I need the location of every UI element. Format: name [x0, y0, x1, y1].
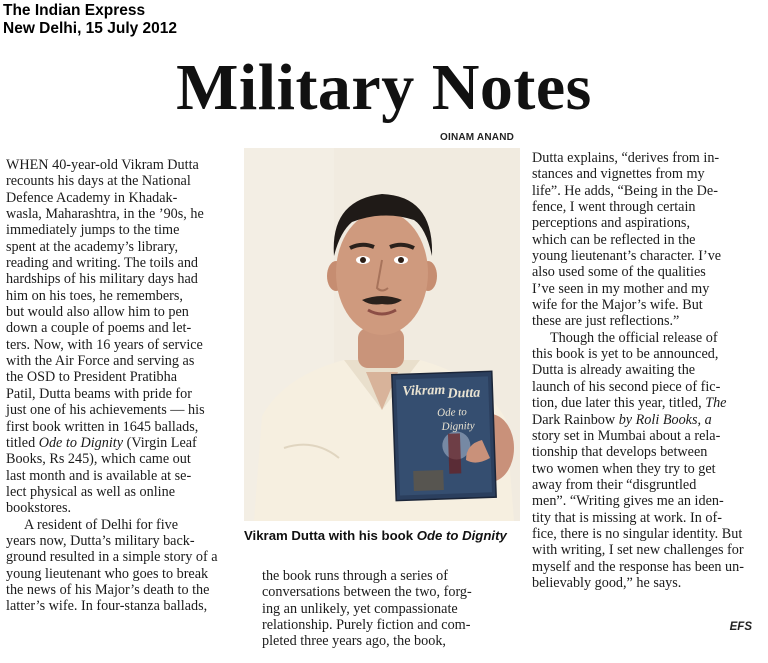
text-line — [532, 199, 764, 215]
text-line — [6, 451, 238, 467]
text-line — [532, 346, 764, 362]
text-line — [6, 353, 238, 369]
text-segment: pleted three years ago, the book, — [262, 633, 446, 650]
text-line — [6, 190, 238, 206]
text-segment: also used some of the qualities — [532, 264, 706, 281]
text-line — [6, 320, 238, 336]
text-segment: story set in Mumbai about a rela- — [532, 427, 721, 444]
text-line — [532, 510, 764, 526]
text-line — [532, 313, 764, 329]
text-line — [262, 568, 524, 584]
text-line — [532, 575, 764, 591]
text-segment: the book runs through a series of — [262, 568, 448, 584]
text-line — [6, 386, 238, 402]
text-line — [6, 173, 238, 189]
text-segment: launch of his second piece of fic- — [532, 378, 721, 395]
column-right — [532, 150, 764, 591]
text-line — [532, 542, 764, 558]
text-segment: with writing, I set new challenges for — [532, 542, 744, 559]
text-segment: hardships of his military days had — [6, 271, 198, 288]
text-segment: reading and writing. The toils and — [6, 255, 199, 272]
text-line — [6, 549, 238, 565]
text-segment: Defence Academy in Khadak- — [6, 189, 178, 206]
text-line — [532, 183, 764, 199]
text-line — [6, 288, 238, 304]
text-segment: immediately jumps to the time — [6, 222, 180, 239]
column-left — [6, 157, 238, 615]
text-segment: which can be reflected in the — [532, 231, 696, 248]
text-segment: ground resulted in a simple story of a — [6, 549, 218, 566]
text-line — [6, 533, 238, 549]
column-middle — [262, 568, 524, 650]
text-line — [532, 412, 764, 428]
text-segment: latter’s wife. In four-stanza ballads, — [6, 598, 208, 615]
text-segment: last month and is available at se- — [6, 467, 192, 484]
text-segment: Though the official release of — [550, 329, 718, 346]
dateline: New Delhi, 15 July 2012 — [3, 20, 178, 37]
text-line — [532, 166, 764, 182]
text-segment: conversations between the two, forg- — [262, 584, 472, 601]
text-segment: Patil, Dutta beams with pride for — [6, 385, 192, 402]
text-segment: fice, there is no singular identity. But — [532, 525, 743, 542]
text-line — [6, 271, 238, 287]
book-cover-author-last: Dutta — [447, 385, 481, 402]
text-segment: lect physical as well as online — [6, 483, 176, 500]
italic-title: by Roli Books, a — [615, 411, 712, 428]
text-segment: first book written in 1645 ballads, — [6, 418, 199, 435]
text-segment: this book is yet to be announced, — [532, 346, 719, 363]
text-line — [532, 395, 764, 411]
book-cover-title-line1: Ode to — [436, 406, 468, 420]
text-segment: (Virgin Leaf — [123, 434, 197, 451]
text-line — [532, 526, 764, 542]
text-line — [532, 362, 764, 378]
text-line — [6, 517, 238, 533]
text-segment: the OSD to President Pratibha — [6, 369, 178, 386]
text-segment: A resident of Delhi for five — [24, 516, 179, 533]
text-segment: young lieutenant’s character. I’ve — [532, 248, 722, 265]
text-line — [6, 598, 238, 614]
text-line — [262, 601, 524, 617]
text-segment: these are just reflections.” — [532, 313, 680, 330]
text-segment: ters. Now, with 16 years of service — [6, 336, 203, 353]
text-segment: tion, due later this year, titled, — [532, 395, 706, 412]
text-segment: with the Air Force and serving as — [6, 353, 195, 370]
caption-book-title: Ode to Dignity — [416, 528, 507, 543]
text-segment: tionship that develops between — [532, 444, 708, 461]
text-line — [532, 444, 764, 460]
text-segment: fence, I went through certain — [532, 199, 696, 216]
text-line — [532, 477, 764, 493]
caption-text: Vikram Dutta with his book — [244, 528, 417, 543]
text-segment: perceptions and aspirations, — [532, 215, 690, 232]
text-segment: tity that is missing at work. In of- — [532, 509, 722, 526]
headline: Military Notes — [176, 51, 592, 124]
text-segment: the news of his Major’s death to the — [6, 581, 210, 598]
text-segment: WHEN 40-year-old Vikram Dutta — [6, 157, 199, 173]
text-line — [6, 402, 238, 418]
text-line — [6, 435, 238, 451]
text-line — [532, 379, 764, 395]
text-line — [6, 484, 238, 500]
text-line — [6, 337, 238, 353]
text-line — [6, 222, 238, 238]
text-line — [532, 248, 764, 264]
photo-caption — [244, 528, 524, 543]
text-line — [532, 330, 764, 346]
text-segment: bookstores. — [6, 500, 72, 517]
text-segment: years now, Dutta’s military back- — [6, 532, 195, 549]
text-segment: men”. “Writing gives me an iden- — [532, 493, 724, 510]
text-segment: myself and the response has been un- — [532, 558, 744, 575]
text-line — [6, 566, 238, 582]
book-cover-title-line2: Dignity — [441, 419, 475, 434]
text-line — [6, 304, 238, 320]
text-line — [6, 206, 238, 222]
portrait-illustration — [244, 148, 520, 521]
text-segment: recounts his days at the National — [6, 173, 191, 190]
text-segment: young lieutenant who goes to break — [6, 565, 209, 582]
text-line — [532, 150, 764, 166]
text-segment: just one of his achievements — his — [6, 402, 205, 419]
text-segment: Dutta is already awaiting the — [532, 362, 696, 379]
text-segment: down a couple of poems and let- — [6, 320, 192, 337]
text-line — [532, 232, 764, 248]
text-line — [532, 281, 764, 297]
text-line — [532, 461, 764, 477]
text-line — [532, 559, 764, 575]
text-segment: but would also allow him to pen — [6, 304, 189, 321]
text-segment: him on his toes, he remembers, — [6, 287, 183, 304]
publication-name: The Indian Express — [3, 2, 146, 19]
text-line — [532, 428, 764, 444]
text-segment: believably good,” he says. — [532, 574, 682, 591]
text-segment: away from their “disgruntled — [532, 476, 697, 493]
text-line — [6, 255, 238, 271]
text-line — [6, 369, 238, 385]
italic-title: Ode to Dignity — [38, 434, 124, 451]
text-line — [6, 500, 238, 516]
text-line — [532, 264, 764, 280]
text-segment: relationship. Purely fiction and com- — [262, 617, 471, 634]
byline: OINAM ANAND — [440, 132, 515, 143]
text-segment: two women when they try to get — [532, 460, 716, 477]
text-line — [6, 582, 238, 598]
text-line — [262, 617, 524, 633]
text-line — [6, 239, 238, 255]
italic-title: The — [705, 395, 727, 412]
photo — [244, 148, 520, 521]
book-cover-author-first: Vikram — [402, 382, 446, 400]
text-segment: life”. He adds, “Being in the De- — [532, 182, 718, 199]
text-segment: Dutta explains, “derives from in- — [532, 150, 720, 166]
text-line — [6, 468, 238, 484]
text-line — [532, 215, 764, 231]
text-segment: ing an unlikely, yet compassionate — [262, 600, 458, 617]
text-segment: I’ve seen in my mother and my — [532, 280, 710, 297]
text-segment: titled — [6, 434, 39, 451]
text-segment: spent at the academy’s library, — [6, 238, 179, 255]
text-line — [6, 157, 238, 173]
text-segment: wife for the Major’s wife. But — [532, 297, 703, 314]
text-line — [532, 297, 764, 313]
text-line — [262, 633, 524, 649]
masthead — [3, 2, 177, 38]
text-line — [262, 584, 524, 600]
text-segment: wasla, Maharashtra, in the ’90s, he — [6, 206, 204, 223]
text-segment: Dark Rainbow — [532, 411, 616, 428]
text-segment: stances and vignettes from my — [532, 166, 705, 183]
signoff: EFS — [729, 621, 752, 633]
text-segment: Books, Rs 245), which came out — [6, 451, 191, 468]
text-line — [532, 493, 764, 509]
text-line — [6, 419, 238, 435]
